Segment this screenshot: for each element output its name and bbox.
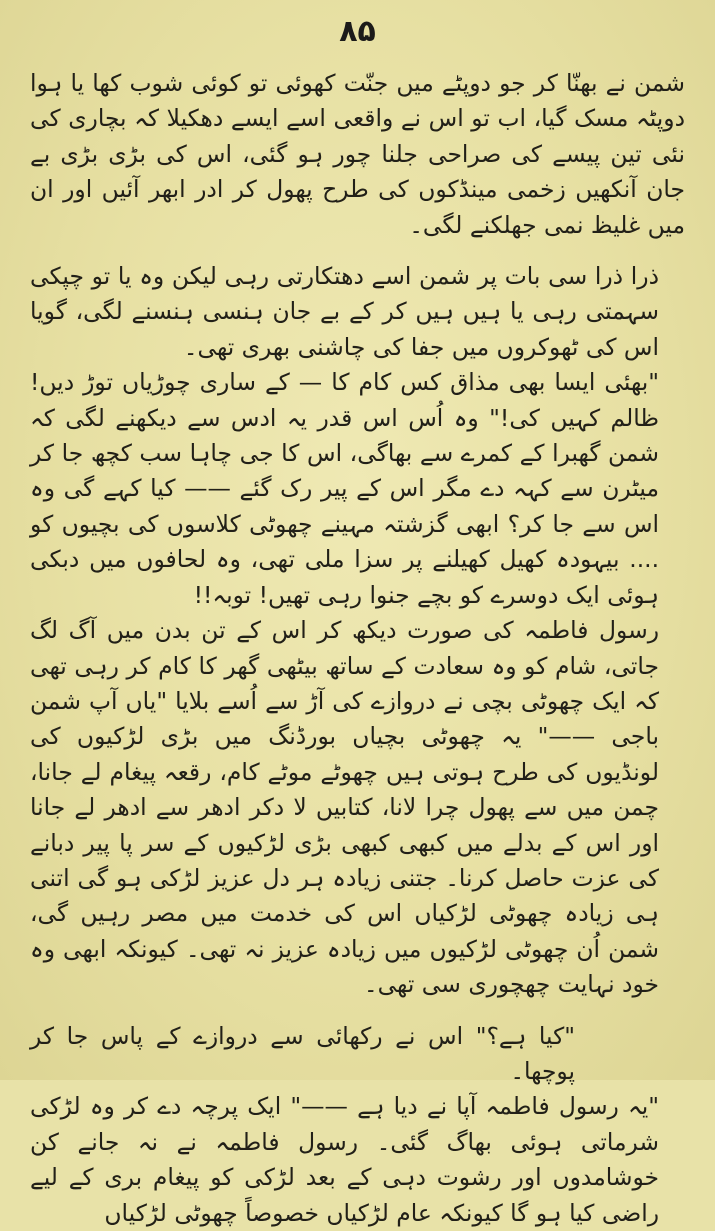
paragraph-6: "یہ رسول فاطمہ آپا نے دیا ہے ——" ایک پرچہ دے کر وہ لڑکی شرماتی ہوئی بھاگ گئی۔ رسول فاطمہ نے نہ جانے کن خوشامدوں اور رشوت دہی کے بعد لڑکی کو پیغام بری کے لیے راضی کیا ہو گا کیونکہ عام لڑکیاں خصوصاً چھوٹی لڑکیاں xyxy=(30,1092,659,1227)
page-number: ۸۵ xyxy=(339,14,376,49)
page-body-text xyxy=(30,66,685,1227)
paragraph-4: رسول فاطمہ کی صورت دیکھ کر اس کے تن بدن میں آگ لگ جاتی، شام کو وہ سعادت کے ساتھ بیٹھی گھر کا کام کر رہی تھی کہ ایک چھوٹی بچی نے دروازے کی آڑ سے اُسے بلایا "یاں آپ شمن باجی ——" یہ چھوٹی بچیاں بورڈنگ میں بڑی لڑکیوں کی لونڈیوں کی طرح ہوتی ہیں چھوٹے موٹے کام، رقعہ پیغام لے جانا، چمن میں سے پھول چرا لانا، کتابیں لا دکر ادھر سے ادھر لے جانا اور اس کے بدلے میں کبھی کبھی بڑی لڑکیوں کے سر پا پیر دبانے کی عزت حاصل کرنا۔ جتنی زیادہ ہر دل عزیز لڑکی ہو گی اتنی ہی زیادہ چھوٹی لڑکیاں اس کی خدمت میں مصر رہیں گی، شمن اُن چھوٹی لڑکیوں میں زیادہ عزیز نہ تھی۔ کیونکہ ابھی وہ خود نہایت چھچوری سی تھی۔ xyxy=(30,616,659,999)
paragraph-3: "بھئی ایسا بھی مذاق کس کام کا — کے ساری چوڑیاں توڑ دیں! ظالم کہیں کی!" وہ اُس اس قدر یہ ادس سے دیکھنے لگی کہ شمن گھبرا کے کمرے سے بھاگی، اس کا جی چاہا سب کچھ جا کر میٹرن سے کہہ دے مگر اس کے پیر رک گئے —— کیا کہے گی وہ اس سے جا کر؟ ابھی گزشتہ مہینے چھوٹی کلاسوں کی بچیوں کو .... بیہودہ کھیل کھیلنے پر سزا ملی تھی، وہ لحافوں میں دبکی ہوئی ایک دوسرے کو بچے جنوا رہی تھیں! توبہ!! xyxy=(30,368,659,609)
paragraph-1: شمن نے بھنّا کر جو دوپٹے میں جنّت کھوئی تو کوئی شوب کھا یا ہوا دوپٹہ مسک گیا، اب تو اس نے واقعی اسے ایسے دھکیلا کہ بچاری کی نئی تین پیسے کی صراحی جلنا چور ہو گئی، اس کی بڑی بڑی بے جان آنکھیں زخمی مینڈکوں کی طرح پھول کر ادر ابھر آئیں اور ان میں غلیظ نمی جھلکنے لگی۔ xyxy=(30,69,685,239)
paragraph-2: ذرا ذرا سی بات پر شمن اسے دھتکارتی رہی لیکن وہ یا تو چپکی سہمتی رہی یا ہیں ہیں کر کے بے جان ہنسی ہنسنے لگی، گویا اس کی ٹھوکروں میں جفا کی چاشنی بھری تھی۔ xyxy=(30,262,659,361)
paragraph-5: "کیا ہے؟" اس نے رکھائی سے دروازے کے پاس جا کر پوچھا۔ xyxy=(30,1021,575,1085)
